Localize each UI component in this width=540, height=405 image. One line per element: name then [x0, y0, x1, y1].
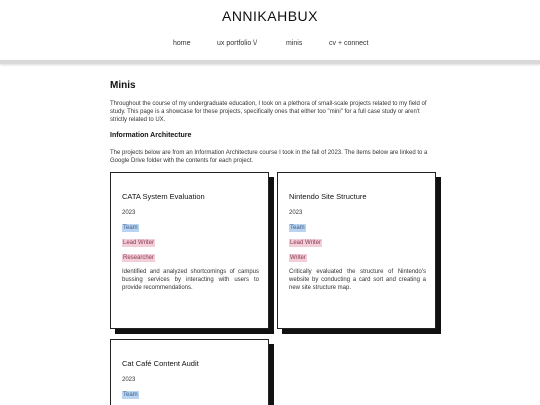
- tag-researcher: Researcher: [123, 255, 155, 261]
- tag-team: Team: [123, 225, 138, 231]
- project-card-cat-cafe[interactable]: [110, 339, 269, 405]
- page-intro: Throughout the course of my undergraduate education, I took on a plethora of small-scale projects related to my field of study. This page is a showcase for these projects, specifically ones that either too "mini" for a full case study or aren't strictly related to UX.: [110, 101, 427, 123]
- tag-lead-writer: Lead Writer: [123, 240, 154, 246]
- tag-team: Team: [123, 392, 138, 398]
- nav-home[interactable]: home: [173, 40, 191, 47]
- project-card-nintendo[interactable]: [277, 172, 436, 329]
- tag-writer: Writer: [290, 255, 306, 261]
- card-description: Identified and analyzed shortcomings of campus bussing services by interacting with users to provide recommendations.: [122, 269, 259, 291]
- nav-cv-connect[interactable]: cv + connect: [329, 40, 369, 47]
- main-nav: [0, 40, 540, 52]
- card-year: 2023: [122, 210, 136, 216]
- tag-team: Team: [290, 225, 305, 231]
- nav-ux-portfolio-dropdown[interactable]: ux portfolio \/: [217, 40, 258, 47]
- card-description: Critically evaluated the structure of Nintendo's website by conducting a card sort and creating a new site structure map.: [289, 269, 426, 291]
- nav-minis[interactable]: minis: [286, 40, 303, 47]
- site-title[interactable]: ANNIKAHBUX: [221, 8, 319, 24]
- project-card-cata[interactable]: [110, 172, 269, 329]
- card-title: Cat Café Content Audit: [122, 359, 199, 368]
- card-year: 2023: [289, 210, 303, 216]
- card-year: 2023: [122, 377, 136, 383]
- tag-lead-writer: Lead Writer: [290, 240, 321, 246]
- section-title: Information Architecture: [110, 132, 192, 139]
- header-divider: [0, 60, 540, 64]
- card-title: Nintendo Site Structure: [289, 192, 367, 201]
- section-intro: The projects below are from an Information Architecture course I took in the fall of 2023. The items below are linked to a Google Drive folder with the contents for each project.: [110, 150, 428, 164]
- card-title: CATA System Evaluation: [122, 192, 205, 201]
- page-title: Minis: [110, 80, 136, 91]
